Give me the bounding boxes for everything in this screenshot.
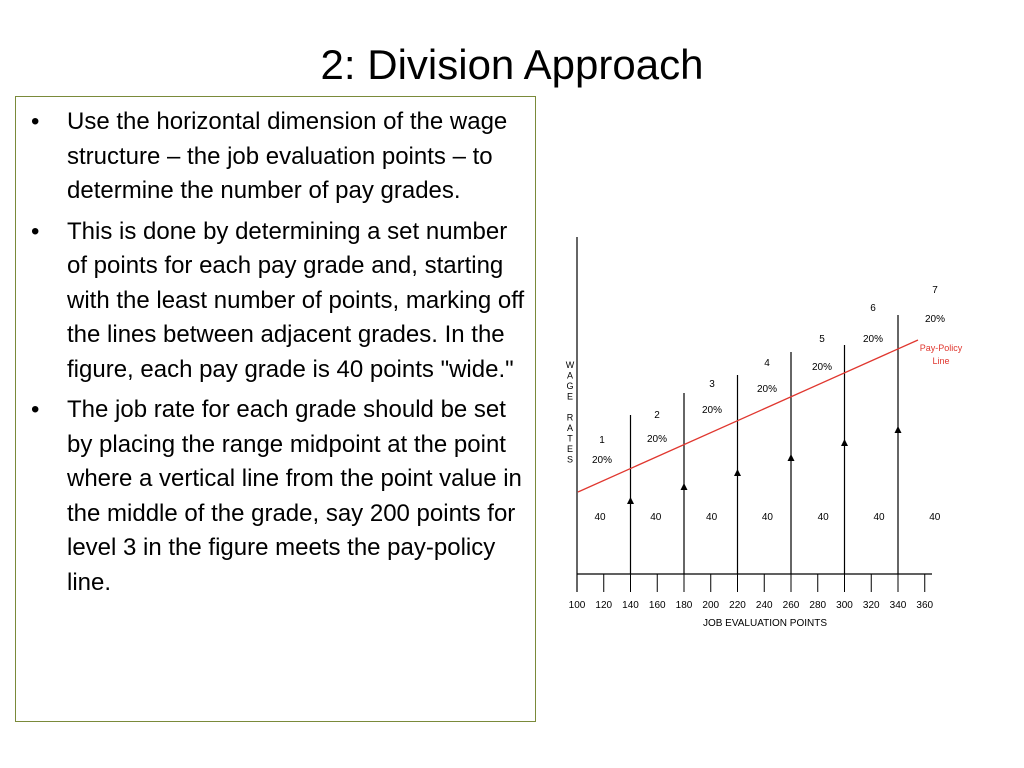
midpoint-arrow-icon bbox=[895, 426, 902, 433]
pay-policy-line bbox=[578, 340, 918, 492]
y-axis-label-letter: W bbox=[565, 360, 575, 370]
x-tick-label: 300 bbox=[836, 600, 853, 611]
grade-number: 6 bbox=[870, 303, 876, 314]
y-axis-label-letter: A bbox=[566, 370, 574, 381]
grade-width-label: 40 bbox=[817, 512, 829, 523]
y-axis-label-letter: S bbox=[566, 454, 574, 465]
slide-title: 2: Division Approach bbox=[320, 41, 704, 88]
bullet-text: Use the horizontal dimension of the wage structure – the job evaluation points – to determine the number of pay grades. bbox=[67, 108, 508, 204]
x-tick-label: 360 bbox=[916, 600, 934, 611]
midpoint-arrow-icon bbox=[734, 469, 741, 476]
midpoint-arrow-icon bbox=[788, 454, 795, 461]
grade-width-label: 40 bbox=[929, 512, 941, 523]
grade-range-percent: 20% bbox=[756, 384, 778, 395]
bullet-item bbox=[31, 215, 526, 388]
y-axis-label-letter: R bbox=[566, 412, 574, 423]
bullet-text-box bbox=[15, 96, 536, 722]
bullet-item bbox=[31, 393, 526, 600]
grade-range-percent: 20% bbox=[862, 334, 884, 345]
x-tick-label: 140 bbox=[622, 600, 639, 611]
y-axis-label-letter: E bbox=[566, 391, 574, 402]
grade-width-label: 40 bbox=[650, 512, 662, 523]
x-tick-label: 180 bbox=[675, 600, 693, 611]
bullet-list bbox=[31, 105, 526, 606]
midpoint-arrow-icon bbox=[681, 483, 688, 490]
grade-number: 1 bbox=[599, 435, 605, 446]
x-axis-label: JOB EVALUATION POINTS bbox=[702, 618, 828, 629]
x-tick-label: 120 bbox=[595, 600, 613, 611]
x-tick-label: 160 bbox=[648, 600, 666, 611]
midpoint-arrow-icon bbox=[841, 439, 848, 446]
x-tick-label: 100 bbox=[568, 600, 586, 611]
grade-number: 2 bbox=[654, 410, 660, 421]
grade-number: 4 bbox=[764, 358, 770, 369]
bullet-text: This is done by determining a set number of points for each pay grade and, starting with the least number of points, marking off the lines between adjacent grades. In the figure, each pay grade is 40 points "wide." bbox=[67, 217, 525, 383]
grade-range-percent: 20% bbox=[701, 405, 723, 416]
grade-number: 3 bbox=[709, 379, 715, 390]
y-axis-label-letter: G bbox=[566, 381, 574, 391]
x-tick-label: 240 bbox=[755, 600, 773, 611]
bullet-text: The job rate for each grade should be set by placing the range midpoint at the point where a vertical line from the point value in the middle of the grade, say 200 points for level 3 in the figure meets the pay-policy line. bbox=[67, 396, 522, 596]
grade-width-label: 40 bbox=[594, 512, 606, 523]
y-axis-label-letter: E bbox=[566, 444, 574, 454]
grade-range-percent: 20% bbox=[924, 314, 946, 325]
midpoint-arrow-icon bbox=[627, 497, 634, 504]
x-tick-label: 340 bbox=[889, 600, 907, 611]
bullet-marker: • bbox=[31, 217, 40, 245]
grade-width-label: 40 bbox=[706, 512, 718, 523]
y-axis-label-letter: A bbox=[566, 423, 574, 433]
pay-policy-label: Pay-Policy bbox=[919, 343, 963, 353]
grade-range-percent: 20% bbox=[811, 362, 833, 373]
y-axis-label-letter: T bbox=[567, 433, 573, 444]
grade-number: 7 bbox=[932, 285, 938, 296]
grade-width-label: 40 bbox=[761, 512, 773, 523]
x-tick-label: 200 bbox=[702, 600, 720, 611]
x-tick-label: 280 bbox=[809, 600, 827, 611]
x-tick-label: 220 bbox=[729, 600, 746, 611]
bullet-marker: • bbox=[31, 396, 40, 423]
grade-width-label: 40 bbox=[873, 512, 885, 523]
x-tick-label: 320 bbox=[862, 600, 880, 611]
grade-number: 5 bbox=[819, 334, 825, 345]
bullet-marker: • bbox=[31, 108, 40, 135]
grade-range-percent: 20% bbox=[646, 434, 668, 445]
x-tick-label: 260 bbox=[782, 600, 800, 611]
pay-grade-figure bbox=[555, 232, 975, 632]
grade-range-percent: 20% bbox=[591, 455, 613, 466]
pay-policy-label: Line bbox=[932, 356, 950, 366]
bullet-item bbox=[31, 105, 526, 209]
